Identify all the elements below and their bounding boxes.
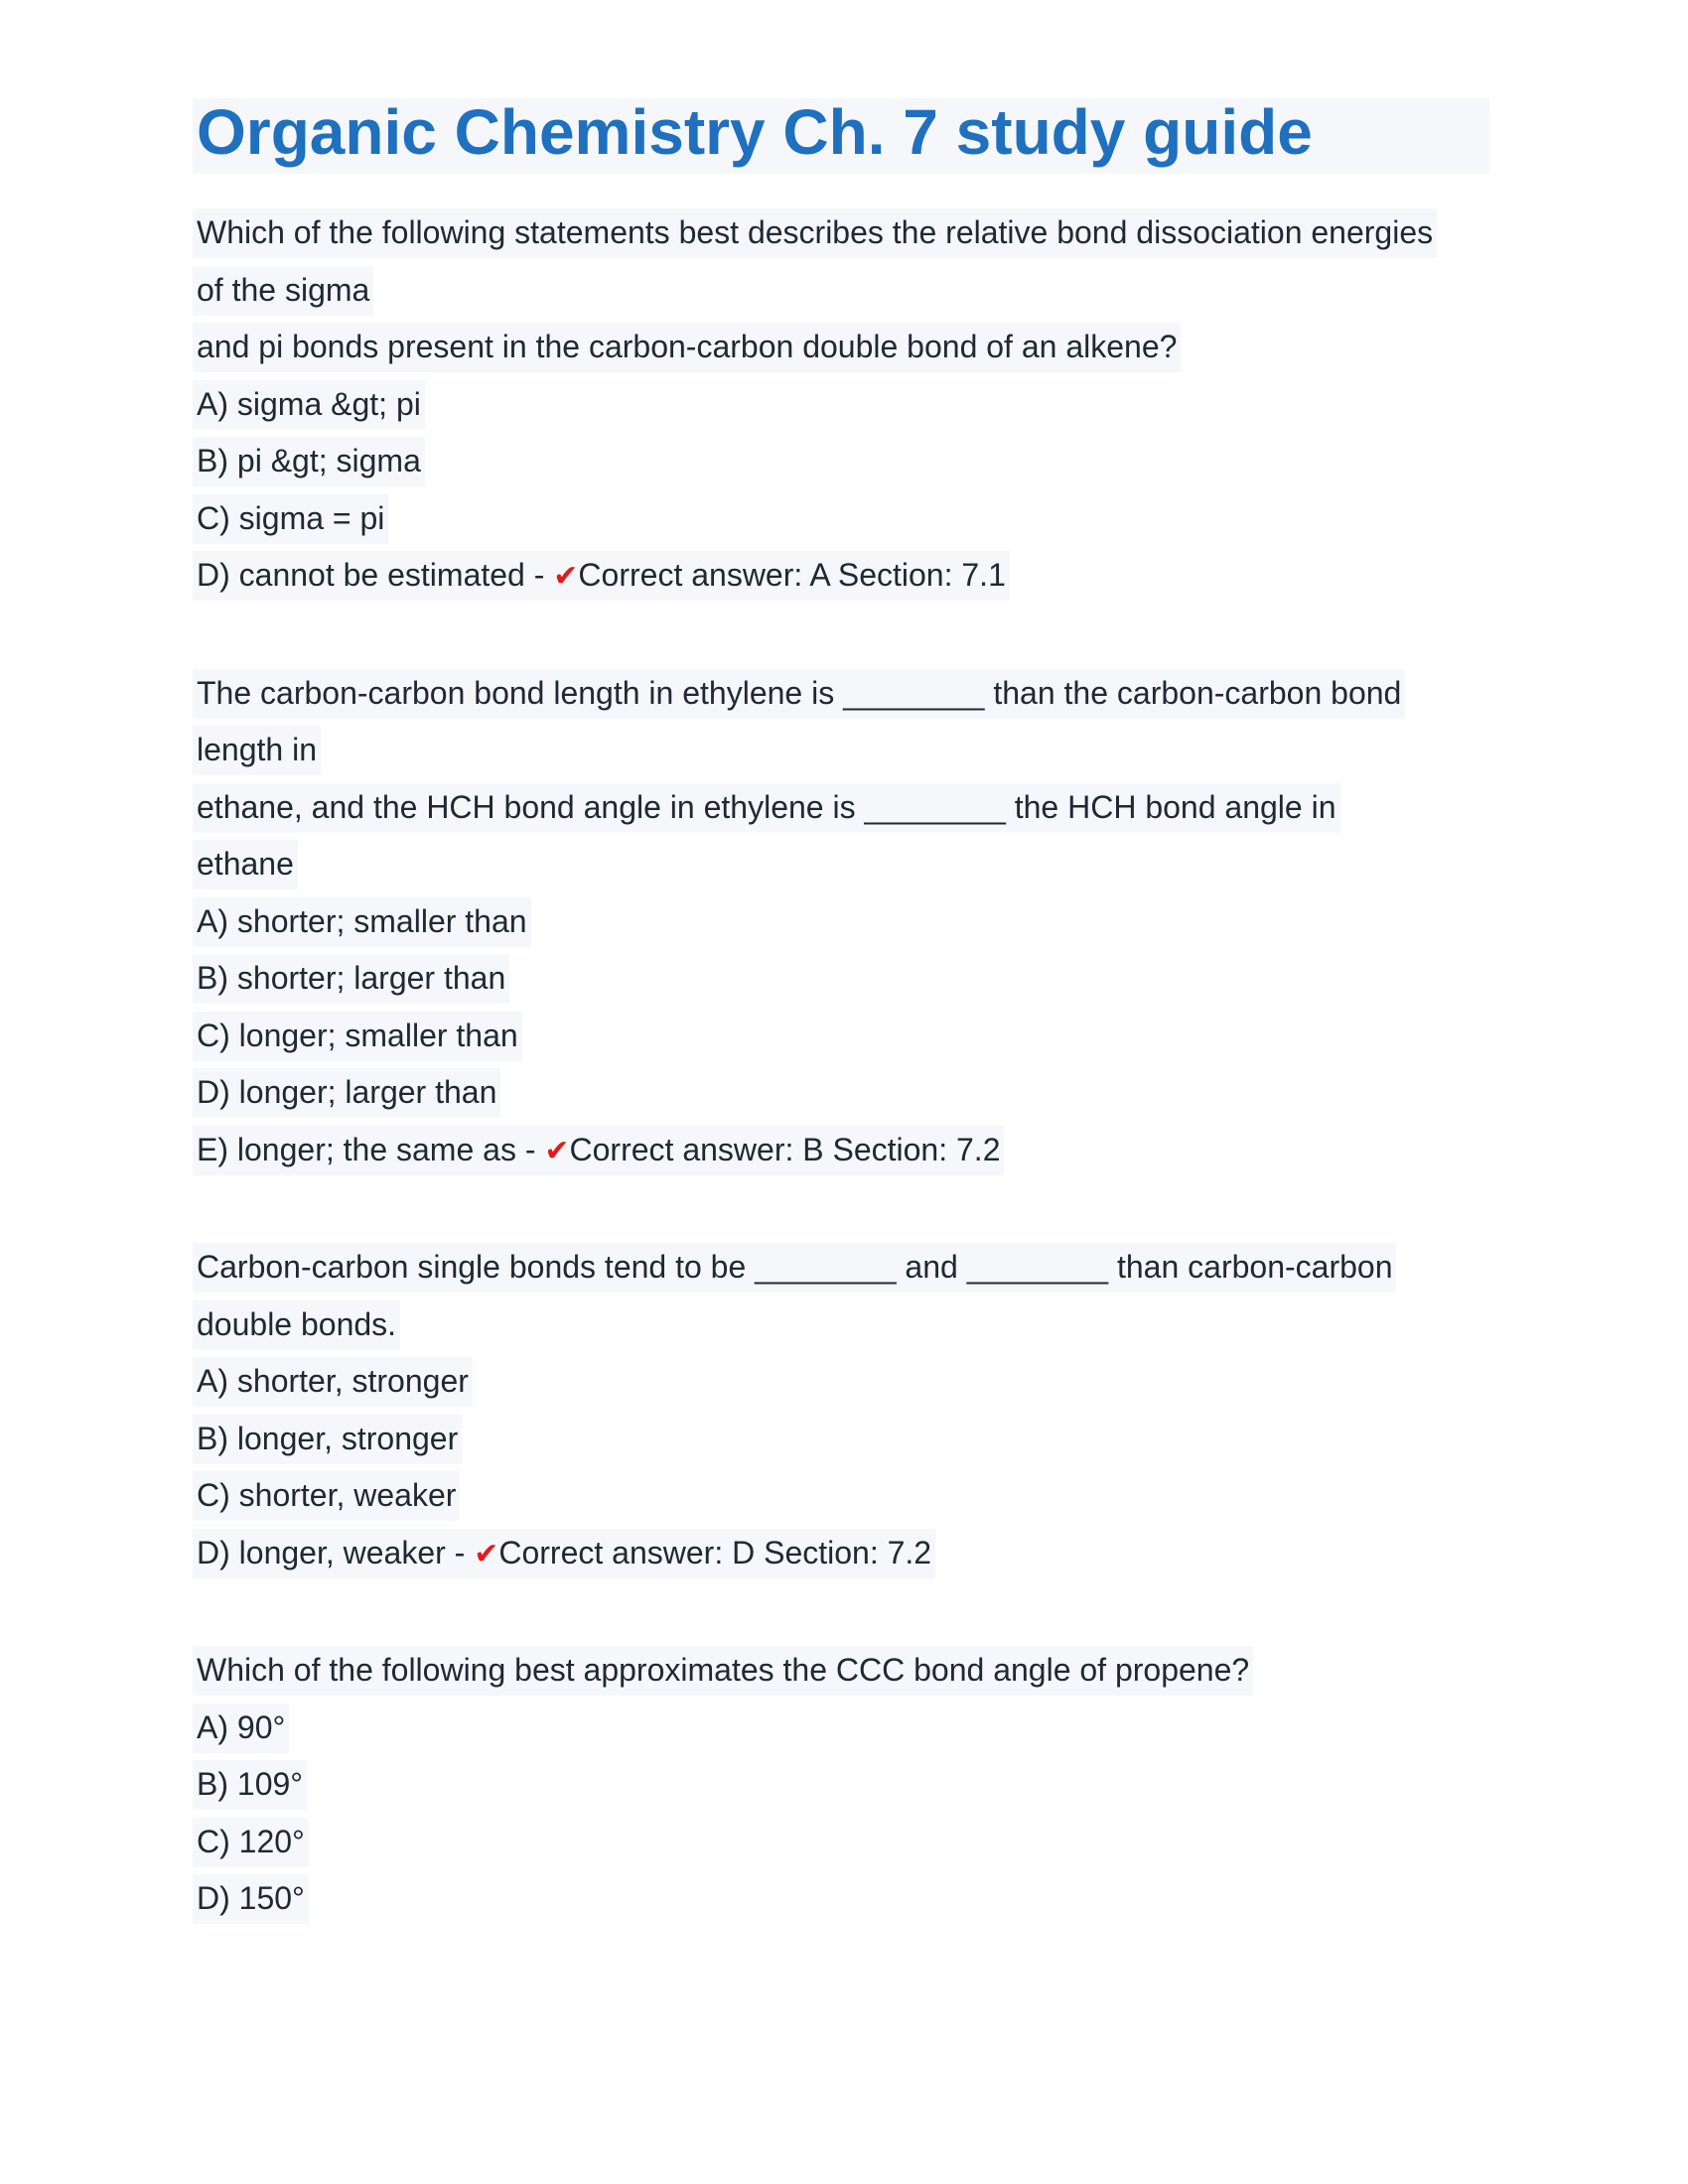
question-2-option-c: C) longer; smaller than (193, 1008, 1489, 1065)
question-2-text-line-1: The carbon-carbon bond length in ethylene is ________ than the carbon-carbon bond (193, 665, 1489, 723)
question-1-text-line-3: and pi bonds present in the carbon-carbon double bond of an alkene? (193, 319, 1489, 376)
question-1-answer: Correct answer: A Section: 7.1 (578, 557, 1006, 593)
spacer (193, 1581, 1489, 1642)
question-2 (193, 665, 1489, 1179)
question-1-option-d-answer (193, 547, 1489, 605)
question-2-text-line-2: length in (193, 722, 1489, 779)
question-3-option-c: C) shorter, weaker (193, 1467, 1489, 1525)
question-4-option-c: C) 120° (193, 1814, 1489, 1871)
question-3 (193, 1239, 1489, 1581)
question-1-option-d: D) cannot be estimated - (197, 557, 554, 593)
question-2-text-line-3: ethane, and the HCH bond angle in ethylene is ________ the HCH bond angle in (193, 779, 1489, 837)
spacer (193, 605, 1489, 665)
question-3-text-line-1: Carbon-carbon single bonds tend to be ________ and ________ than carbon-carbon (193, 1239, 1489, 1297)
question-1-text-line-2: of the sigma (193, 262, 1489, 320)
question-1-text-line-1: Which of the following statements best describes the relative bond dissociation energies (193, 205, 1489, 262)
question-4 (193, 1642, 1489, 1928)
question-2-option-b: B) shorter; larger than (193, 950, 1489, 1008)
question-3-option-d-answer (193, 1525, 1489, 1582)
question-1-option-a: A) sigma &gt; pi (193, 376, 1489, 434)
question-2-answer: Correct answer: B Section: 7.2 (569, 1131, 1001, 1167)
question-4-text-line-1: Which of the following best approximates the CCC bond angle of propene? (193, 1642, 1489, 1700)
question-4-option-d: D) 150° (193, 1870, 1489, 1928)
page-title: Organic Chemistry Ch. 7 study guide (197, 96, 1313, 168)
question-2-option-e-answer (193, 1122, 1489, 1179)
question-3-option-a: A) shorter, stronger (193, 1353, 1489, 1411)
question-3-answer: Correct answer: D Section: 7.2 (498, 1534, 932, 1570)
question-2-text-line-4: ethane (193, 836, 1489, 893)
question-2-option-e: E) longer; the same as - (197, 1131, 545, 1167)
question-1-option-b: B) pi &gt; sigma (193, 433, 1489, 490)
spacer (193, 1178, 1489, 1239)
question-3-text-line-2: double bonds. (193, 1297, 1489, 1354)
question-1-option-c: C) sigma = pi (193, 490, 1489, 548)
title-bar (193, 98, 1489, 174)
question-2-option-a: A) shorter; smaller than (193, 893, 1489, 951)
checkmark-icon: ✔ (474, 1536, 499, 1571)
question-1 (193, 205, 1489, 605)
question-3-option-d: D) longer, weaker - (197, 1534, 475, 1570)
question-4-option-a: A) 90° (193, 1700, 1489, 1757)
checkmark-icon: ✔ (544, 1133, 570, 1168)
question-4-option-b: B) 109° (193, 1756, 1489, 1814)
document-content (193, 98, 1489, 1928)
question-2-option-d: D) longer; larger than (193, 1064, 1489, 1122)
checkmark-icon: ✔ (553, 559, 579, 594)
question-3-option-b: B) longer, stronger (193, 1411, 1489, 1468)
